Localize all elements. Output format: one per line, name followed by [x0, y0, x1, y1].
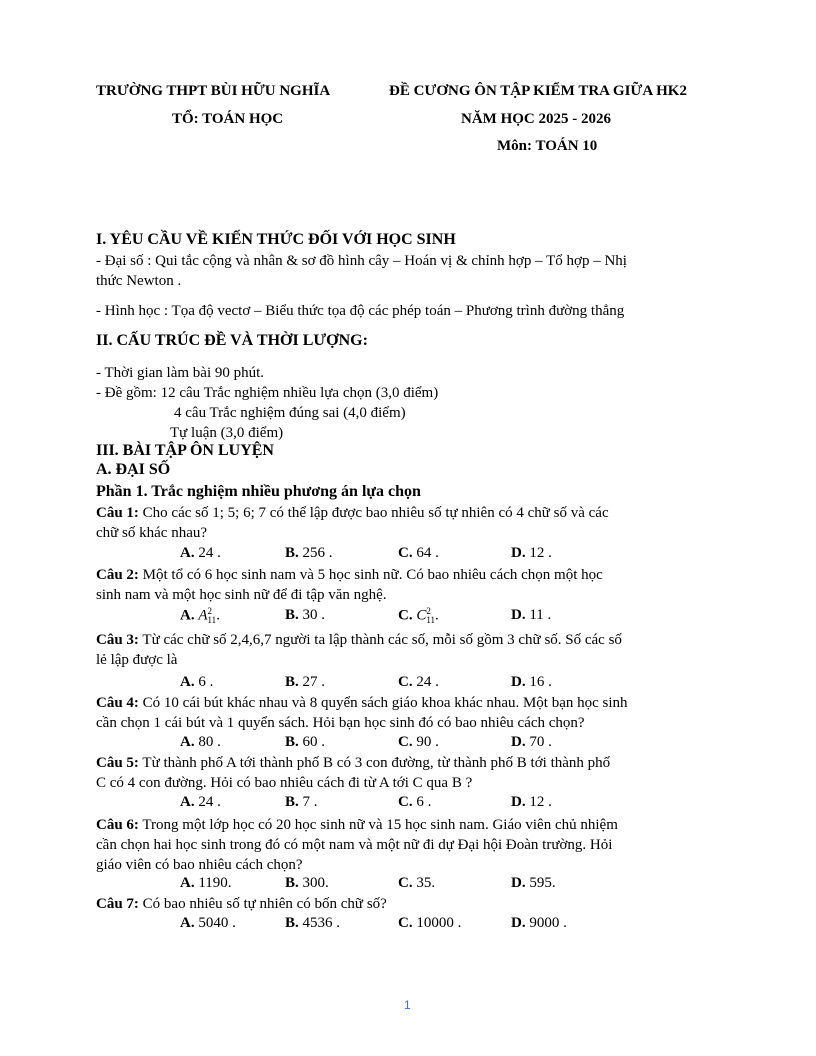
question-6-option-d [511, 875, 556, 892]
department-name: TỔ: TOÁN HỌC [172, 111, 284, 127]
question-6-text: Trong một lớp học có 20 học sinh nữ và 15 học sinh nam. Giáo viên chủ nhiệm [142, 817, 618, 833]
option-label: B. [285, 915, 299, 931]
option-value: 60 . [302, 734, 326, 750]
option-value: 4536 . [302, 915, 341, 931]
question-5-text: C có 4 con đường. Hỏi có bao nhiêu cách đi từ A tới C qua B ? [96, 775, 473, 791]
section-3-part-1: Phần 1. Trắc nghiệm nhiều phương án lựa chọn [96, 483, 421, 500]
section-2-structure-2: 4 câu Trắc nghiệm đúng sai (4,0 điểm) [174, 405, 406, 421]
section-1-algebra-line-1: - Đại số : Qui tắc cộng và nhân & sơ đồ hình cây – Hoán vị & chỉnh hợp – Tổ hợp – Nhị [96, 253, 627, 269]
question-4-label: Câu 4: [96, 695, 139, 711]
question-5-option-c [398, 794, 431, 811]
question-1-option-c [398, 545, 439, 562]
option-label: D. [511, 607, 526, 623]
section-3-title: III. BÀI TẬP ÔN LUYỆN [96, 442, 274, 459]
question-7-option-a [180, 915, 236, 932]
option-value: 27 . [302, 674, 326, 690]
section-2-time: - Thời gian làm bài 90 phút. [96, 365, 265, 381]
question-1-line-2 [96, 523, 207, 543]
question-3-option-d [511, 674, 552, 691]
option-value: C [416, 607, 427, 624]
option-label: C. [398, 734, 413, 750]
option-superscript: 2 [426, 606, 431, 616]
question-7-label: Câu 7: [96, 896, 139, 912]
question-4-option-a [180, 734, 221, 751]
question-5-option-d [511, 794, 552, 811]
question-3-line-2 [96, 650, 177, 670]
option-value: A [198, 607, 208, 624]
question-1-line-1 [96, 503, 609, 523]
question-5-label: Câu 5: [96, 755, 139, 771]
question-3-text: lẻ lập được là [96, 652, 178, 668]
question-4-line-2 [96, 713, 585, 733]
section-2-title: II. CẤU TRÚC ĐỀ VÀ THỜI LƯỢNG: [96, 332, 368, 349]
option-value: 35. [416, 875, 436, 891]
option-value: 595. [529, 875, 556, 891]
section-1-title: I. YÊU CẦU VỀ KIẾN THỨC ĐỐI VỚI HỌC SINH [96, 231, 456, 248]
question-3-option-c [398, 674, 439, 691]
question-5-line-1 [96, 753, 610, 773]
option-value: 10000 . [416, 915, 462, 931]
option-label: D. [511, 794, 526, 810]
question-1-option-a [180, 545, 221, 562]
question-6-text: cần chọn hai học sinh trong đó có một nam và một nữ đi dự Đại hội Đoàn trường. Hỏi [96, 837, 613, 853]
question-6-line-1 [96, 815, 618, 835]
question-1-text: chữ số khác nhau? [96, 525, 208, 541]
option-value: 12 . [529, 545, 552, 561]
option-value: 80 . [198, 734, 221, 750]
question-6-text: giáo viên có bao nhiêu cách chọn? [96, 857, 303, 873]
question-3-option-a [180, 674, 213, 691]
option-subscript: 11 [207, 615, 217, 625]
option-label: A. [180, 875, 195, 891]
school-year: NĂM HỌC 2025 - 2026 [461, 111, 611, 127]
question-3-label: Câu 3: [96, 632, 139, 648]
option-label: C. [398, 794, 413, 810]
question-6-option-a [180, 875, 232, 892]
document-title: ĐỀ CƯƠNG ÔN TẬP KIỂM TRA GIỮA HK2 [389, 83, 687, 99]
question-5-option-b [285, 794, 318, 811]
option-label: A. [180, 915, 195, 931]
question-4-text: cần chọn 1 cái bút và 1 quyển sách. Hỏi bạn học sinh đó có bao nhiêu cách chọn? [96, 715, 585, 731]
question-2-option-d [511, 607, 551, 624]
question-1-option-b [285, 545, 333, 562]
option-value: 9000 . [529, 915, 567, 931]
question-5-line-2 [96, 773, 472, 793]
question-4-option-c [398, 734, 439, 751]
option-label: D. [511, 674, 526, 690]
option-label: D. [511, 734, 526, 750]
option-label: C. [398, 607, 413, 624]
option-value: 256 . [302, 545, 333, 561]
option-value: 24 . [198, 794, 221, 810]
question-7-option-b [285, 915, 340, 932]
option-value: 70 . [529, 734, 552, 750]
question-1-label: Câu 1: [96, 505, 139, 521]
option-value: 1190. [198, 875, 232, 891]
question-4-line-1 [96, 693, 628, 713]
question-6-line-3 [96, 855, 303, 875]
option-label: C. [398, 674, 413, 690]
section-1-algebra-line-2: thức Newton . [96, 273, 182, 289]
option-label: B. [285, 875, 299, 891]
question-4-option-d [511, 734, 552, 751]
option-value: 5040 . [198, 915, 236, 931]
question-7-option-d [511, 915, 567, 932]
question-3-line-1 [96, 630, 622, 650]
option-label: A. [180, 545, 195, 561]
option-label: B. [285, 607, 299, 623]
option-label: C. [398, 545, 413, 561]
option-label: B. [285, 734, 299, 750]
option-tail: . [435, 607, 439, 624]
option-label: D. [511, 545, 526, 561]
question-6-label: Câu 6: [96, 817, 139, 833]
subject-name: Môn: TOÁN 10 [497, 138, 598, 154]
option-label: A. [180, 794, 195, 810]
option-value: 300. [302, 875, 329, 891]
question-2-text: Một tổ có 6 học sinh nam và 5 học sinh nữ. Có bao nhiêu cách chọn một học [142, 567, 603, 583]
option-label: B. [285, 674, 299, 690]
school-name: TRƯỜNG THPT BÙI HỮU NGHĨA [96, 83, 331, 99]
option-tail: . [216, 607, 220, 624]
question-3-option-b [285, 674, 325, 691]
option-value: 24 . [416, 674, 439, 690]
question-6-line-2 [96, 835, 612, 855]
option-value: 30 . [302, 607, 326, 623]
question-2-line-1 [96, 565, 603, 585]
question-6-option-c [398, 875, 435, 892]
question-4-text: Có 10 cái bút khác nhau và 8 quyển sách giáo khoa khác nhau. Một bạn học sinh [142, 695, 628, 711]
section-2-structure-3: Tự luận (3,0 điểm) [170, 425, 284, 441]
option-value: 24 . [198, 545, 221, 561]
section-1-geometry: - Hình học : Tọa độ vectơ – Biểu thức tọa độ các phép toán – Phương trình đường thẳng [96, 303, 625, 319]
question-2-text: sinh nam và một học sinh nữ để đi tập văn nghệ. [96, 587, 387, 603]
option-label: C. [398, 915, 413, 931]
page-number: 1 [404, 998, 411, 1012]
option-subscript: 11 [426, 615, 436, 625]
question-3-text: Từ các chữ số 2,4,6,7 người ta lập thành các số, mỗi số gồm 3 chữ số. Số các số [142, 632, 622, 648]
question-1-option-d [511, 545, 552, 562]
section-3-sub-a: A. ĐẠI SỐ [96, 461, 171, 478]
option-value: 64 . [416, 545, 439, 561]
option-value: 12 . [529, 794, 552, 810]
question-2-label: Câu 2: [96, 567, 139, 583]
question-7-option-c [398, 915, 461, 932]
option-superscript: 2 [207, 606, 213, 616]
question-7-text: Có bao nhiêu số tự nhiên có bốn chữ số? [142, 896, 387, 912]
question-4-option-b [285, 734, 325, 751]
question-2-option-c [398, 607, 439, 625]
option-value: 7 . [302, 794, 318, 810]
option-label: D. [511, 915, 526, 931]
question-6-option-b [285, 875, 329, 892]
option-value: 90 . [416, 734, 439, 750]
option-value: 6 . [416, 794, 432, 810]
option-value: 11 . [529, 607, 552, 623]
option-label: C. [398, 875, 413, 891]
question-2-option-a [180, 607, 220, 625]
option-label: A. [180, 607, 195, 624]
option-label: A. [180, 674, 195, 690]
option-label: A. [180, 734, 195, 750]
question-5-text: Từ thành phố A tới thành phố B có 3 con đường, từ thành phố B tới thành phố [142, 755, 611, 771]
option-label: B. [285, 794, 299, 810]
question-1-text: Cho các số 1; 5; 6; 7 có thể lập được bao nhiêu số tự nhiên có 4 chữ số và các [142, 505, 609, 521]
option-label: D. [511, 875, 526, 891]
question-7-line-1 [96, 894, 387, 914]
section-2-structure-1: - Đề gồm: 12 câu Trắc nghiệm nhiều lựa chọn (3,0 điểm) [96, 385, 439, 401]
option-label: B. [285, 545, 299, 561]
question-5-option-a [180, 794, 221, 811]
question-2-line-2 [96, 585, 387, 605]
question-2-option-b [285, 607, 325, 624]
option-value: 6 . [198, 674, 214, 690]
option-value: 16 . [529, 674, 552, 690]
